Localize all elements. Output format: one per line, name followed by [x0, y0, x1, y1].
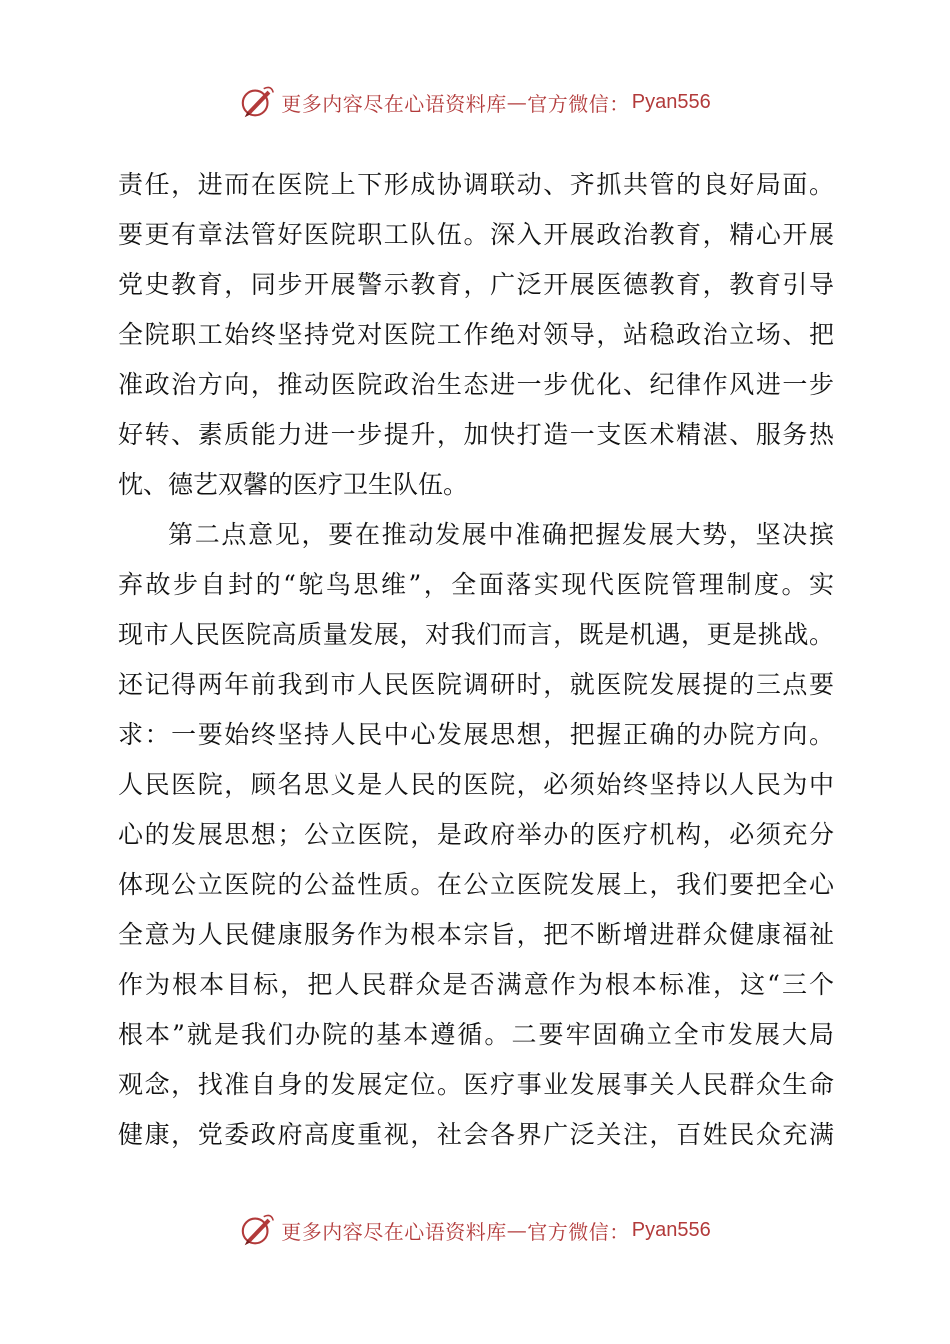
pen-logo-icon: [239, 83, 277, 121]
body-line: 现市人民医院高质量发展，对我们而言，既是机遇，更是挑战。: [118, 620, 834, 649]
watermark-dash: —: [506, 1218, 528, 1242]
body-line: 心的发展思想；公立医院，是政府举办的医疗机构，必须充分: [118, 820, 834, 849]
header-watermark: [0, 82, 950, 122]
body-line: 作为根本目标，把人民群众是否满意作为根本标准，这“三个: [118, 970, 834, 999]
watermark-wechat-id: Pyan556: [631, 1218, 711, 1241]
body-line: 责任，进而在医院上下形成协调联动、齐抓共管的良好局面。: [118, 170, 834, 199]
watermark-brand-text: 更多内容尽在心语资料库: [281, 1219, 507, 1244]
body-line: 求：一要始终坚持人民中心发展思想，把握正确的办院方向。: [118, 720, 834, 749]
watermark-dash: —: [506, 90, 528, 114]
body-line: 体现公立医院的公益性质。在公立医院发展上，我们要把全心: [118, 870, 834, 899]
document-body: [118, 160, 834, 1160]
body-line: 弃故步自封的“鸵鸟思维”，全面落实现代医院管理制度。实: [118, 570, 834, 599]
watermark-wechat-id: Pyan556: [631, 90, 711, 113]
body-line: 党史教育，同步开展警示教育，广泛开展医德教育，教育引导: [118, 270, 834, 299]
footer-watermark: [0, 1210, 950, 1250]
body-line: 观念，找准自身的发展定位。医疗事业发展事关人民群众生命: [118, 1070, 834, 1099]
paragraph-first-line: 第二点意见，要在推动发展中准确把握发展大势，坚决摈: [168, 520, 834, 549]
body-line: 人民医院，顾名思义是人民的医院，必须始终坚持以人民为中: [118, 770, 834, 799]
paragraph-end-line: 忱、德艺双馨的医疗卫生队伍。: [118, 470, 469, 499]
watermark-brand-text: 更多内容尽在心语资料库: [281, 91, 507, 116]
pen-logo-icon: [239, 1211, 277, 1249]
body-line: 还记得两年前我到市人民医院调研时，就医院发展提的三点要: [118, 670, 834, 699]
body-line: 根本”就是我们办院的基本遵循。二要牢固确立全市发展大局: [118, 1020, 834, 1049]
body-line: 好转、素质能力进一步提升，加快打造一支医术精湛、服务热: [118, 420, 834, 449]
watermark-wechat-label: 官方微信：: [527, 1219, 630, 1244]
body-line: 准政治方向，推动医院政治生态进一步优化、纪律作风进一步: [118, 370, 834, 399]
body-line: 健康，党委政府高度重视，社会各界广泛关注，百姓民众充满: [118, 1120, 834, 1149]
body-line: 全院职工始终坚持党对医院工作绝对领导，站稳政治立场、把: [118, 320, 834, 349]
watermark-wechat-label: 官方微信：: [527, 91, 630, 116]
body-line: 全意为人民健康服务作为根本宗旨，把不断增进群众健康福祉: [118, 920, 834, 949]
body-line: 要更有章法管好医院职工队伍。深入开展政治教育，精心开展: [118, 220, 834, 249]
